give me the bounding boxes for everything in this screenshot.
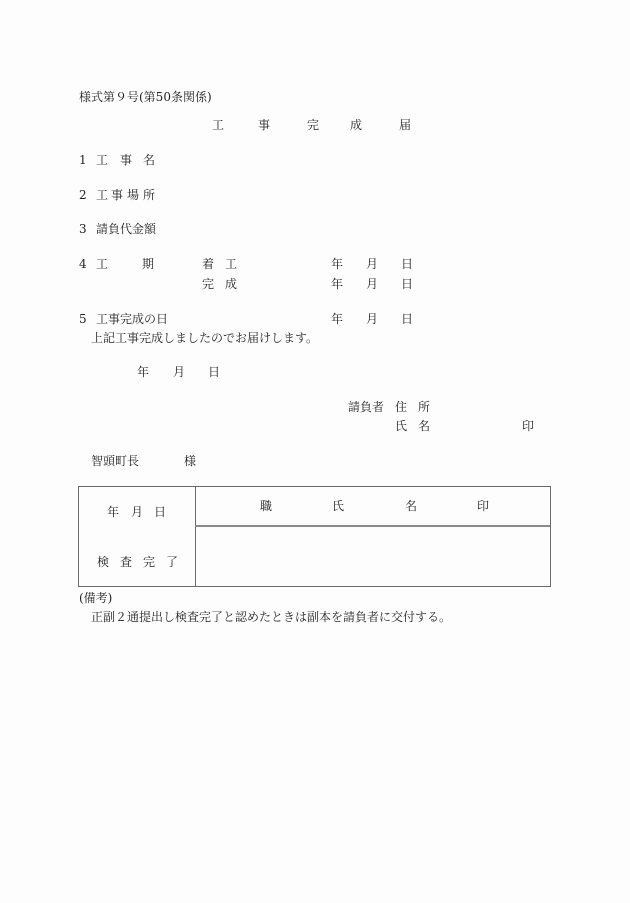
item-label: 請負代金額 bbox=[96, 222, 157, 236]
date-label-char: 年 bbox=[107, 505, 120, 519]
header-char: 名 bbox=[405, 499, 418, 513]
name-label-char: 名 bbox=[418, 419, 431, 433]
address-label-char: 所 bbox=[418, 400, 431, 414]
end-year: 年 bbox=[331, 277, 344, 291]
label-char: 事 bbox=[111, 188, 124, 202]
start-day: 日 bbox=[401, 257, 414, 271]
start-label-char: 着 bbox=[202, 257, 215, 271]
item-number: 4 bbox=[79, 257, 87, 271]
addressee-name: 智頭町長 bbox=[91, 454, 140, 468]
label-char: 名 bbox=[143, 153, 156, 167]
inspection-table bbox=[78, 486, 551, 587]
addressee-honorific: 様 bbox=[184, 454, 197, 468]
header-char: 氏 bbox=[332, 499, 345, 513]
header-char: 職 bbox=[260, 499, 273, 513]
title-char: 届 bbox=[399, 118, 412, 132]
header-char: 印 bbox=[477, 499, 490, 513]
table-vertical-divider bbox=[195, 487, 196, 586]
label-char: 事 bbox=[120, 153, 133, 167]
contractor-role: 請負者 bbox=[348, 400, 385, 414]
date-label-char: 日 bbox=[154, 505, 167, 519]
label-char: 場 bbox=[127, 188, 140, 202]
item-number: 5 bbox=[79, 312, 87, 326]
end-label-char: 完 bbox=[202, 277, 215, 291]
end-day: 日 bbox=[401, 277, 414, 291]
statement-text: 上記工事完成しましたのでお届けします。 bbox=[91, 331, 319, 345]
title-char: 完 bbox=[307, 118, 320, 132]
completion-label-char: 検 bbox=[97, 555, 110, 569]
label-char: 工 bbox=[96, 188, 109, 202]
remarks-text: 正副２通提出し検査完了と認めたときは副本を請負者に交付する。 bbox=[91, 610, 452, 624]
title-char: 事 bbox=[258, 118, 271, 132]
table-horizontal-divider bbox=[195, 525, 550, 527]
address-label-char: 住 bbox=[395, 400, 408, 414]
completion-label-char: 完 bbox=[143, 555, 156, 569]
submit-year: 年 bbox=[137, 365, 150, 379]
completion-year: 年 bbox=[331, 312, 344, 326]
item-number: 1 bbox=[79, 153, 87, 167]
item-number: 3 bbox=[79, 222, 87, 236]
label-char: 工 bbox=[96, 153, 109, 167]
start-year: 年 bbox=[331, 257, 344, 271]
start-month: 月 bbox=[366, 257, 379, 271]
label-char: 工 bbox=[96, 257, 109, 271]
submit-day: 日 bbox=[208, 365, 221, 379]
label-char: 期 bbox=[142, 257, 155, 271]
label-char: 所 bbox=[143, 188, 156, 202]
title-char: 成 bbox=[350, 118, 363, 132]
item-number: 2 bbox=[79, 188, 87, 202]
start-label-char: 工 bbox=[225, 257, 238, 271]
remarks-heading: (備考) bbox=[79, 591, 113, 605]
completion-label-char: 査 bbox=[120, 555, 133, 569]
end-label-char: 成 bbox=[225, 277, 238, 291]
completion-month: 月 bbox=[366, 312, 379, 326]
form-number: 様式第９号(第50条関係) bbox=[79, 90, 212, 104]
seal-mark: 印 bbox=[522, 419, 535, 433]
end-month: 月 bbox=[366, 277, 379, 291]
item-label: 工事完成の日 bbox=[96, 312, 169, 326]
completion-day: 日 bbox=[401, 312, 414, 326]
title-char: 工 bbox=[212, 118, 225, 132]
date-label-char: 月 bbox=[131, 505, 144, 519]
name-label-char: 氏 bbox=[395, 419, 408, 433]
submit-month: 月 bbox=[173, 365, 186, 379]
completion-label-char: 了 bbox=[166, 555, 179, 569]
